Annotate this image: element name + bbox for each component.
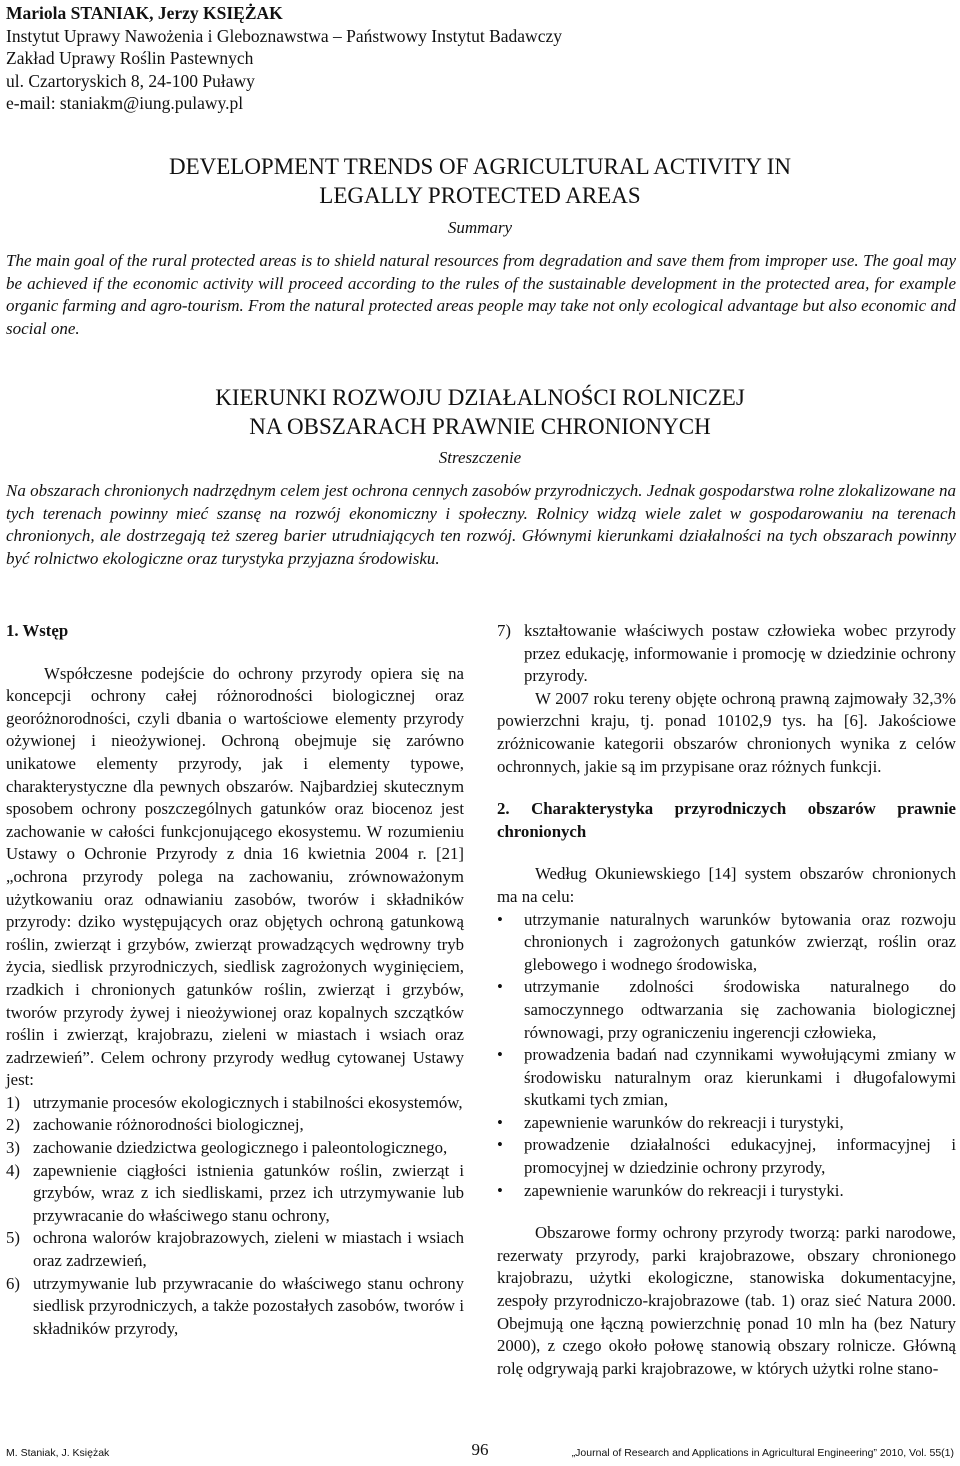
list-item <box>6 1227 464 1272</box>
list-item-text: ochrona walorów krajobrazowych, zieleni w miastach i wsiach oraz zadrzewień, <box>33 1228 464 1271</box>
english-title-line-2: LEGALLY PROTECTED AREAS <box>319 183 641 208</box>
bullet-icon: • <box>497 1135 503 1155</box>
list-item-number: 1) <box>6 1092 20 1112</box>
bullet-icon: • <box>497 1045 503 1065</box>
list-item-number: 3) <box>6 1138 20 1158</box>
english-title-line-1: DEVELOPMENT TRENDS OF AGRICULTURAL ACTIVITY IN <box>168 154 792 179</box>
polish-title-line-2: NA OBSZARACH PRAWNIE CHRONIONYCH <box>249 414 711 439</box>
list-item-number: 7) <box>497 621 511 640</box>
bullet-item <box>497 976 956 1044</box>
protection-goals-list <box>6 1092 464 1341</box>
list-item <box>6 1273 464 1341</box>
footer-authors: M. Staniak, J. Księżak <box>6 1447 110 1459</box>
right-column <box>497 620 956 1380</box>
bullet-item-text: prowadzenie działalności edukacyjnej, informacyjnej i promocyjnej w dziedzinie ochrony przyrody, <box>524 1135 956 1178</box>
bullet-item <box>497 1180 956 1203</box>
bullet-item-text: prowadzenia badań nad czynnikami wywołującymi zmiany w środowisku naturalnym oraz kierunkami i długofalowymi skutkami tych zmian, <box>524 1045 956 1110</box>
email-line: e-mail: staniakm@iung.pulawy.pl <box>6 93 244 113</box>
list-item-text: kształtowanie właściwych postaw człowieka wobec przyrody przez edukację, informowanie i promocję w dziedzinie ochrony przyrody. <box>524 621 956 686</box>
bullet-icon: • <box>497 1112 503 1132</box>
list-item <box>6 1137 464 1160</box>
author-affiliation-block <box>6 2 562 115</box>
bullet-item-text: utrzymanie zdolności środowiska naturalnego do samoczynnego odtwarzania się zachowania biologicznej równowagi, przy ograniczeniu ingerencji człowieka, <box>524 977 956 1042</box>
protected-areas-aims-list <box>497 909 956 1203</box>
okuniewski-intro: Według Okuniewskiego [14] system obszarów chronionych ma na celu: <box>497 864 956 906</box>
footer-journal: „Journal of Research and Applications in Agricultural Engineering” 2010, Vol. 55(1) <box>571 1447 954 1459</box>
institute-line: Instytut Uprawy Nawożenia i Gleboznawstwa – Państwowy Instytut Badawczy <box>6 25 562 46</box>
bullet-icon: • <box>497 977 503 997</box>
bullet-item <box>497 1134 956 1179</box>
list-item-text: utrzymywanie lub przywracanie do właściwego stanu ochrony siedlisk przyrodniczych, a także pozostałych zasobów, tworów i składników przyrody, <box>33 1273 464 1338</box>
intro-paragraph: Współczesne podejście do ochrony przyrody opiera się na koncepcji ochrony całej różnorodności biologicznej oraz georóżnorodności, czyli dbania o wartościowe elementy przyrody ożywionej i nieożywionej. Ochroną obejmuje się zarówno unikatowe elementy przyrody, jak i elementy typowe, charakterystyczne dla pewnych obszarów. Najbardziej skutecznym sposobem ochrony poszczególnych gatunków oraz biocenoz jest zachowanie w całości funkcjonującego ekosystemu. W rozumieniu Ustawy o Ochronie Przyrody z dnia 16 kwietnia 2004 r. [21] „ochrona przyrody polega na zachowaniu, zrównoważonym użytkowaniu oraz odnawianiu zasobów, tworów i składników przyrody: dziko występujących oraz objętych ochroną gatunkową roślin, zwierząt i grzybów, zwierząt prowadzących wędrowny tryb życia, siedlisk przyrodniczych, siedlisk zagrożonych wyginięciem, rzadkich i chronionych gatunków roślin, zwierząt i grzybów, tworów przyrody żywej i nieożywionej oraz kopalnych szczątków roślin i zwierząt, krajobrazu, zieleni w miastach i wsiach oraz zadrzewień”. Celem ochrony przyrody według cytowanej Ustawy jest: <box>6 663 464 1090</box>
bullet-icon: • <box>497 1180 503 1200</box>
bullet-icon: • <box>497 909 503 929</box>
paragraph-2007: W 2007 roku tereny objęte ochroną prawną zajmowały 32,3% powierzchni kraju, tj. ponad 10102,9 tys. ha [6]. Jakościowe zróżnicowanie kategorii obszarów chronionych wynika z celów ochronnych, jakie są im przypisane oraz różnych funkcji. <box>497 688 956 776</box>
summary-label: Summary <box>447 218 513 237</box>
list-item <box>6 1092 464 1115</box>
list-item-number: 2) <box>6 1115 20 1135</box>
streszczenie-label: Streszczenie <box>438 448 522 467</box>
section-1-heading: 1. Wstęp <box>6 621 69 640</box>
list-item-text: zachowanie różnorodności biologicznej, <box>33 1115 304 1135</box>
section-2-heading: 2. Charakterystyka przyrodniczych obszarów prawnie chronionych <box>497 799 956 841</box>
list-item-number: 5) <box>6 1228 20 1248</box>
bullet-item-text: zapewnienie warunków do rekreacji i turystyki. <box>524 1180 844 1200</box>
protection-goals-list-continued <box>497 620 956 688</box>
list-item-text: zapewnienie ciągłości istnienia gatunków roślin, zwierząt i grzybów, wraz z ich siedliskami, przez ich utrzymywanie lub przywracanie do właściwego stanu ochrony, <box>33 1160 464 1225</box>
polish-abstract: Na obszarach chronionych nadrzędnym celem jest ochrona cennych zasobów przyrodniczych. Jednak gospodarstwa rolne zlokalizowane na tych terenach powinny mieć szansę na rozwój ekonomiczny i społeczny. Rolnicy widzą wiele zalet w gospodarowaniu na terenach chronionych, ale dostrzegają też szereg barier utrudniających ten rozwój. Głównymi kierunkami działalności na tych obszarach powinny być rolnictwo ekologiczne oraz turystyka przyjazna środowisku. <box>6 481 956 568</box>
list-item-text: utrzymanie procesów ekologicznych i stabilności ekosystemów, <box>33 1092 463 1112</box>
area-forms-paragraph: Obszarowe formy ochrony przyrody tworzą: parki narodowe, rezerwaty przyrody, parki krajobrazowe, obszary chronionego krajobrazu, użytki ekologiczne, stanowiska dokumentacyjne, zespoły przyrodniczo-krajobrazowe (tab. 1) oraz sieć Natura 2000. Obejmują one łączną powierzchnię ponad 10 mln ha (bez Natury 2000), z czego około połowę stanowią obszary rolnicze. Główną rolę odgrywają parki krajobrazowe, w których użytki rolne stano- <box>497 1223 956 1378</box>
list-item-number: 6) <box>6 1273 20 1293</box>
bullet-item <box>497 1044 956 1112</box>
polish-title-line-1: KIERUNKI ROZWOJU DZIAŁALNOŚCI ROLNICZEJ <box>215 385 745 410</box>
list-item <box>6 1160 464 1228</box>
list-item-text: zachowanie dziedzictwa geologicznego i paleontologicznego, <box>33 1138 448 1158</box>
list-item <box>497 620 956 688</box>
english-title <box>0 152 960 210</box>
bullet-item <box>497 909 956 977</box>
list-item-number: 4) <box>6 1160 20 1180</box>
polish-title <box>0 383 960 441</box>
list-item <box>6 1114 464 1137</box>
bullet-item-text: zapewnienie warunków do rekreacji i turystyki, <box>524 1112 844 1132</box>
bullet-item-text: utrzymanie naturalnych warunków bytowania oraz rozwoju chronionych i zagrożonych gatunków zwierząt, roślin oraz glebowego i wodnego środowiska, <box>524 909 956 974</box>
address-line: ul. Czartoryskich 8, 24-100 Puławy <box>6 70 255 91</box>
department-line: Zakład Uprawy Roślin Pastewnych <box>6 48 254 68</box>
left-column <box>6 620 464 1340</box>
authors: Mariola STANIAK, Jerzy KSIĘŻAK <box>6 3 283 23</box>
english-abstract: The main goal of the rural protected areas is to shield natural resources from degradation and save them from improper use. The goal may be achieved if the economic activity will proceed according to the rules of the sustainable development in the protected area, for example organic farming and agro-tourism. From the natural protected areas people may take not only ecological advantage but also economic and social one. <box>6 251 956 338</box>
page-number: 96 <box>471 1440 489 1459</box>
bullet-item <box>497 1112 956 1135</box>
